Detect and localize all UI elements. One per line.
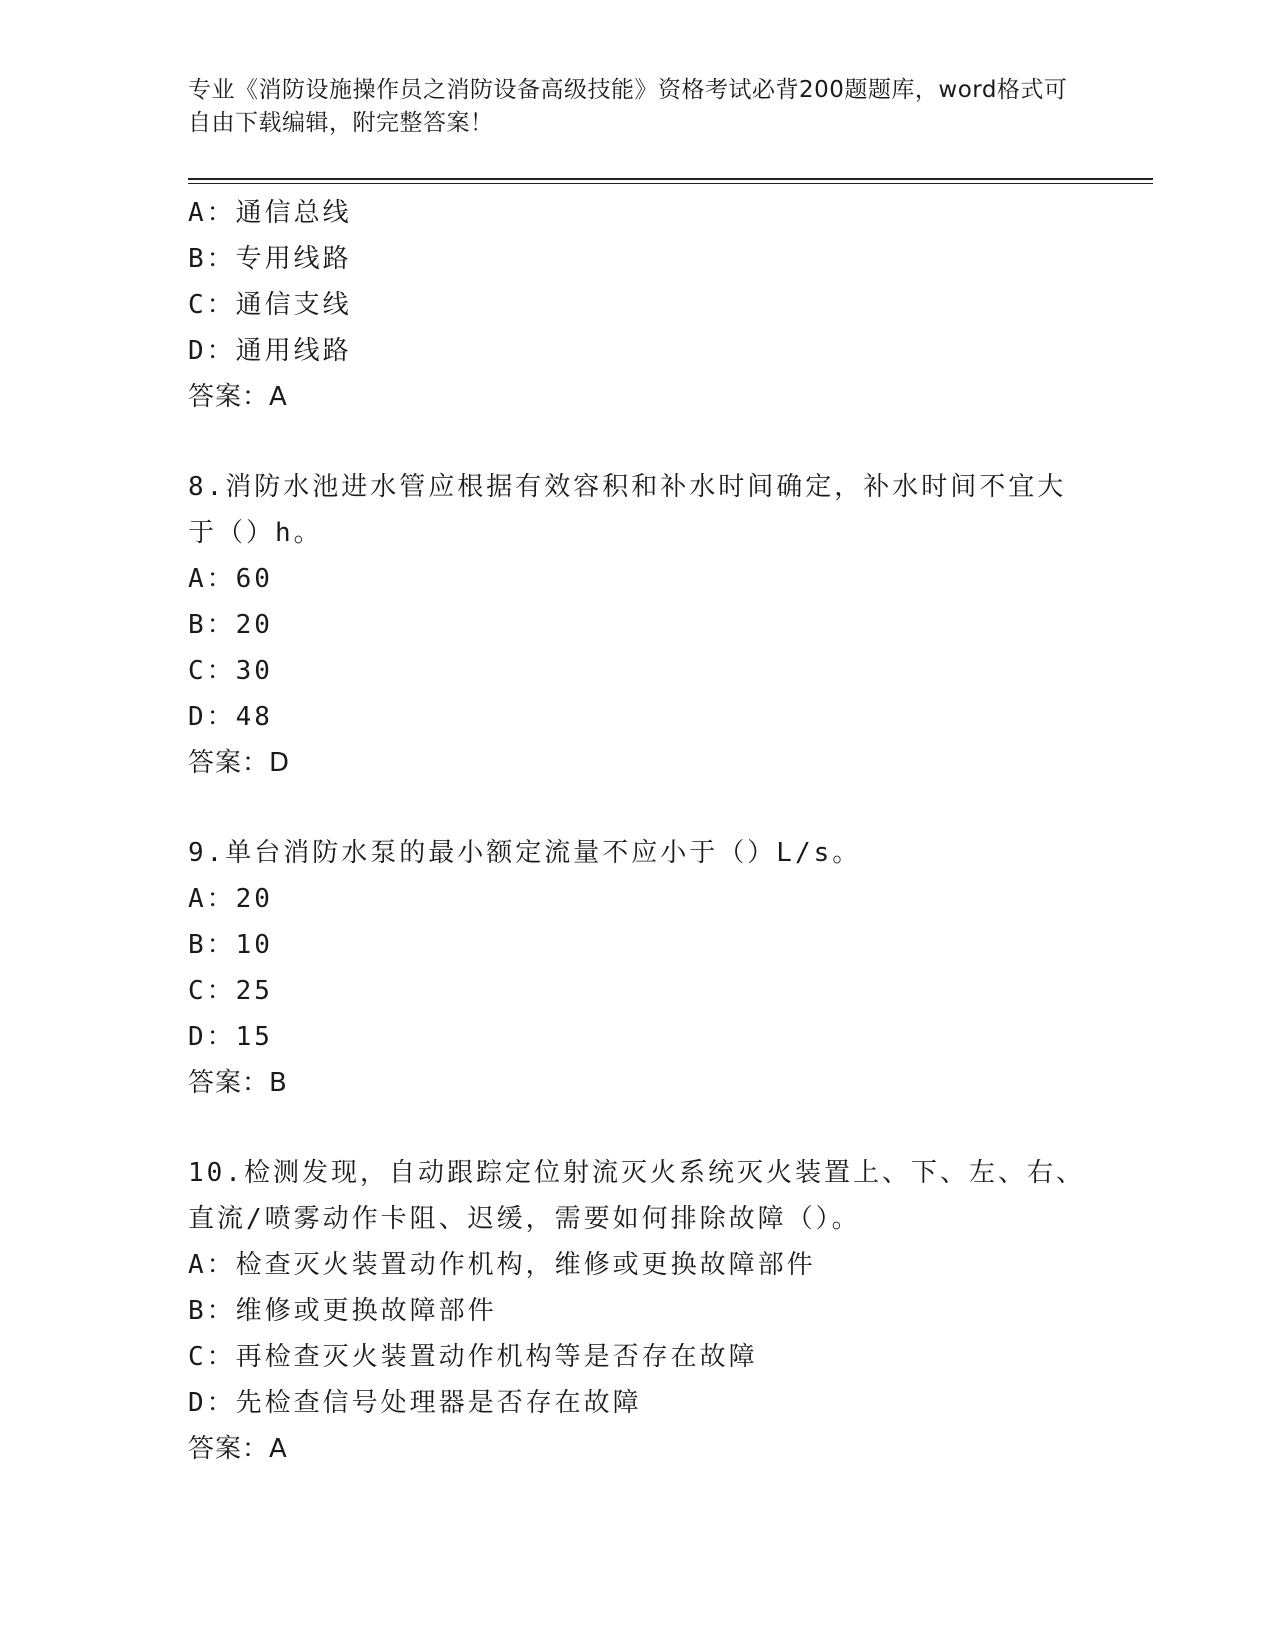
question-9 bbox=[188, 830, 1088, 1106]
option-c: C：25 bbox=[188, 976, 273, 1006]
question-list bbox=[188, 190, 1088, 1472]
answer: 答案：A bbox=[188, 382, 288, 412]
header-divider-thin bbox=[188, 183, 1153, 184]
option-d: D：48 bbox=[188, 702, 273, 732]
question-text: 10.检测发现，自动跟踪定位射流灭火系统灭火装置上、下、左、右、直流/喷雾动作卡阻、迟缓，需要如何排除故障（）。 bbox=[188, 1158, 1085, 1234]
option-c: C：30 bbox=[188, 656, 273, 686]
question-text: 9.单台消防水泵的最小额定流量不应小于（）L/s。 bbox=[188, 838, 862, 868]
option-c: C：通信支线 bbox=[188, 290, 352, 320]
option-c: C：再检查灭火装置动作机构等是否存在故障 bbox=[188, 1342, 758, 1372]
option-a: A：检查灭火装置动作机构，维修或更换故障部件 bbox=[188, 1250, 816, 1280]
option-d: D：先检查信号处理器是否存在故障 bbox=[188, 1388, 642, 1418]
option-a: A：通信总线 bbox=[188, 198, 352, 228]
option-d: D：15 bbox=[188, 1022, 273, 1052]
answer: 答案：A bbox=[188, 1434, 288, 1464]
option-b: B：维修或更换故障部件 bbox=[188, 1296, 497, 1326]
question-text: 8.消防水池进水管应根据有效容积和补水时间确定，补水时间不宜大于（）h。 bbox=[188, 472, 1067, 548]
option-a: A：20 bbox=[188, 884, 273, 914]
answer: 答案：B bbox=[188, 1068, 288, 1098]
question-7-partial bbox=[188, 190, 1088, 420]
question-10 bbox=[188, 1150, 1088, 1472]
question-8 bbox=[188, 464, 1088, 786]
answer: 答案：D bbox=[188, 748, 291, 778]
option-b: B：20 bbox=[188, 610, 273, 640]
option-d: D：通用线路 bbox=[188, 336, 352, 366]
option-b: B：10 bbox=[188, 930, 273, 960]
option-a: A：60 bbox=[188, 564, 273, 594]
header-divider-thick bbox=[188, 178, 1153, 180]
option-b: B：专用线路 bbox=[188, 244, 352, 274]
document-header: 专业《消防设施操作员之消防设备高级技能》资格考试必背200题题库，word格式可自由下载编辑，附完整答案！ bbox=[188, 77, 1068, 136]
